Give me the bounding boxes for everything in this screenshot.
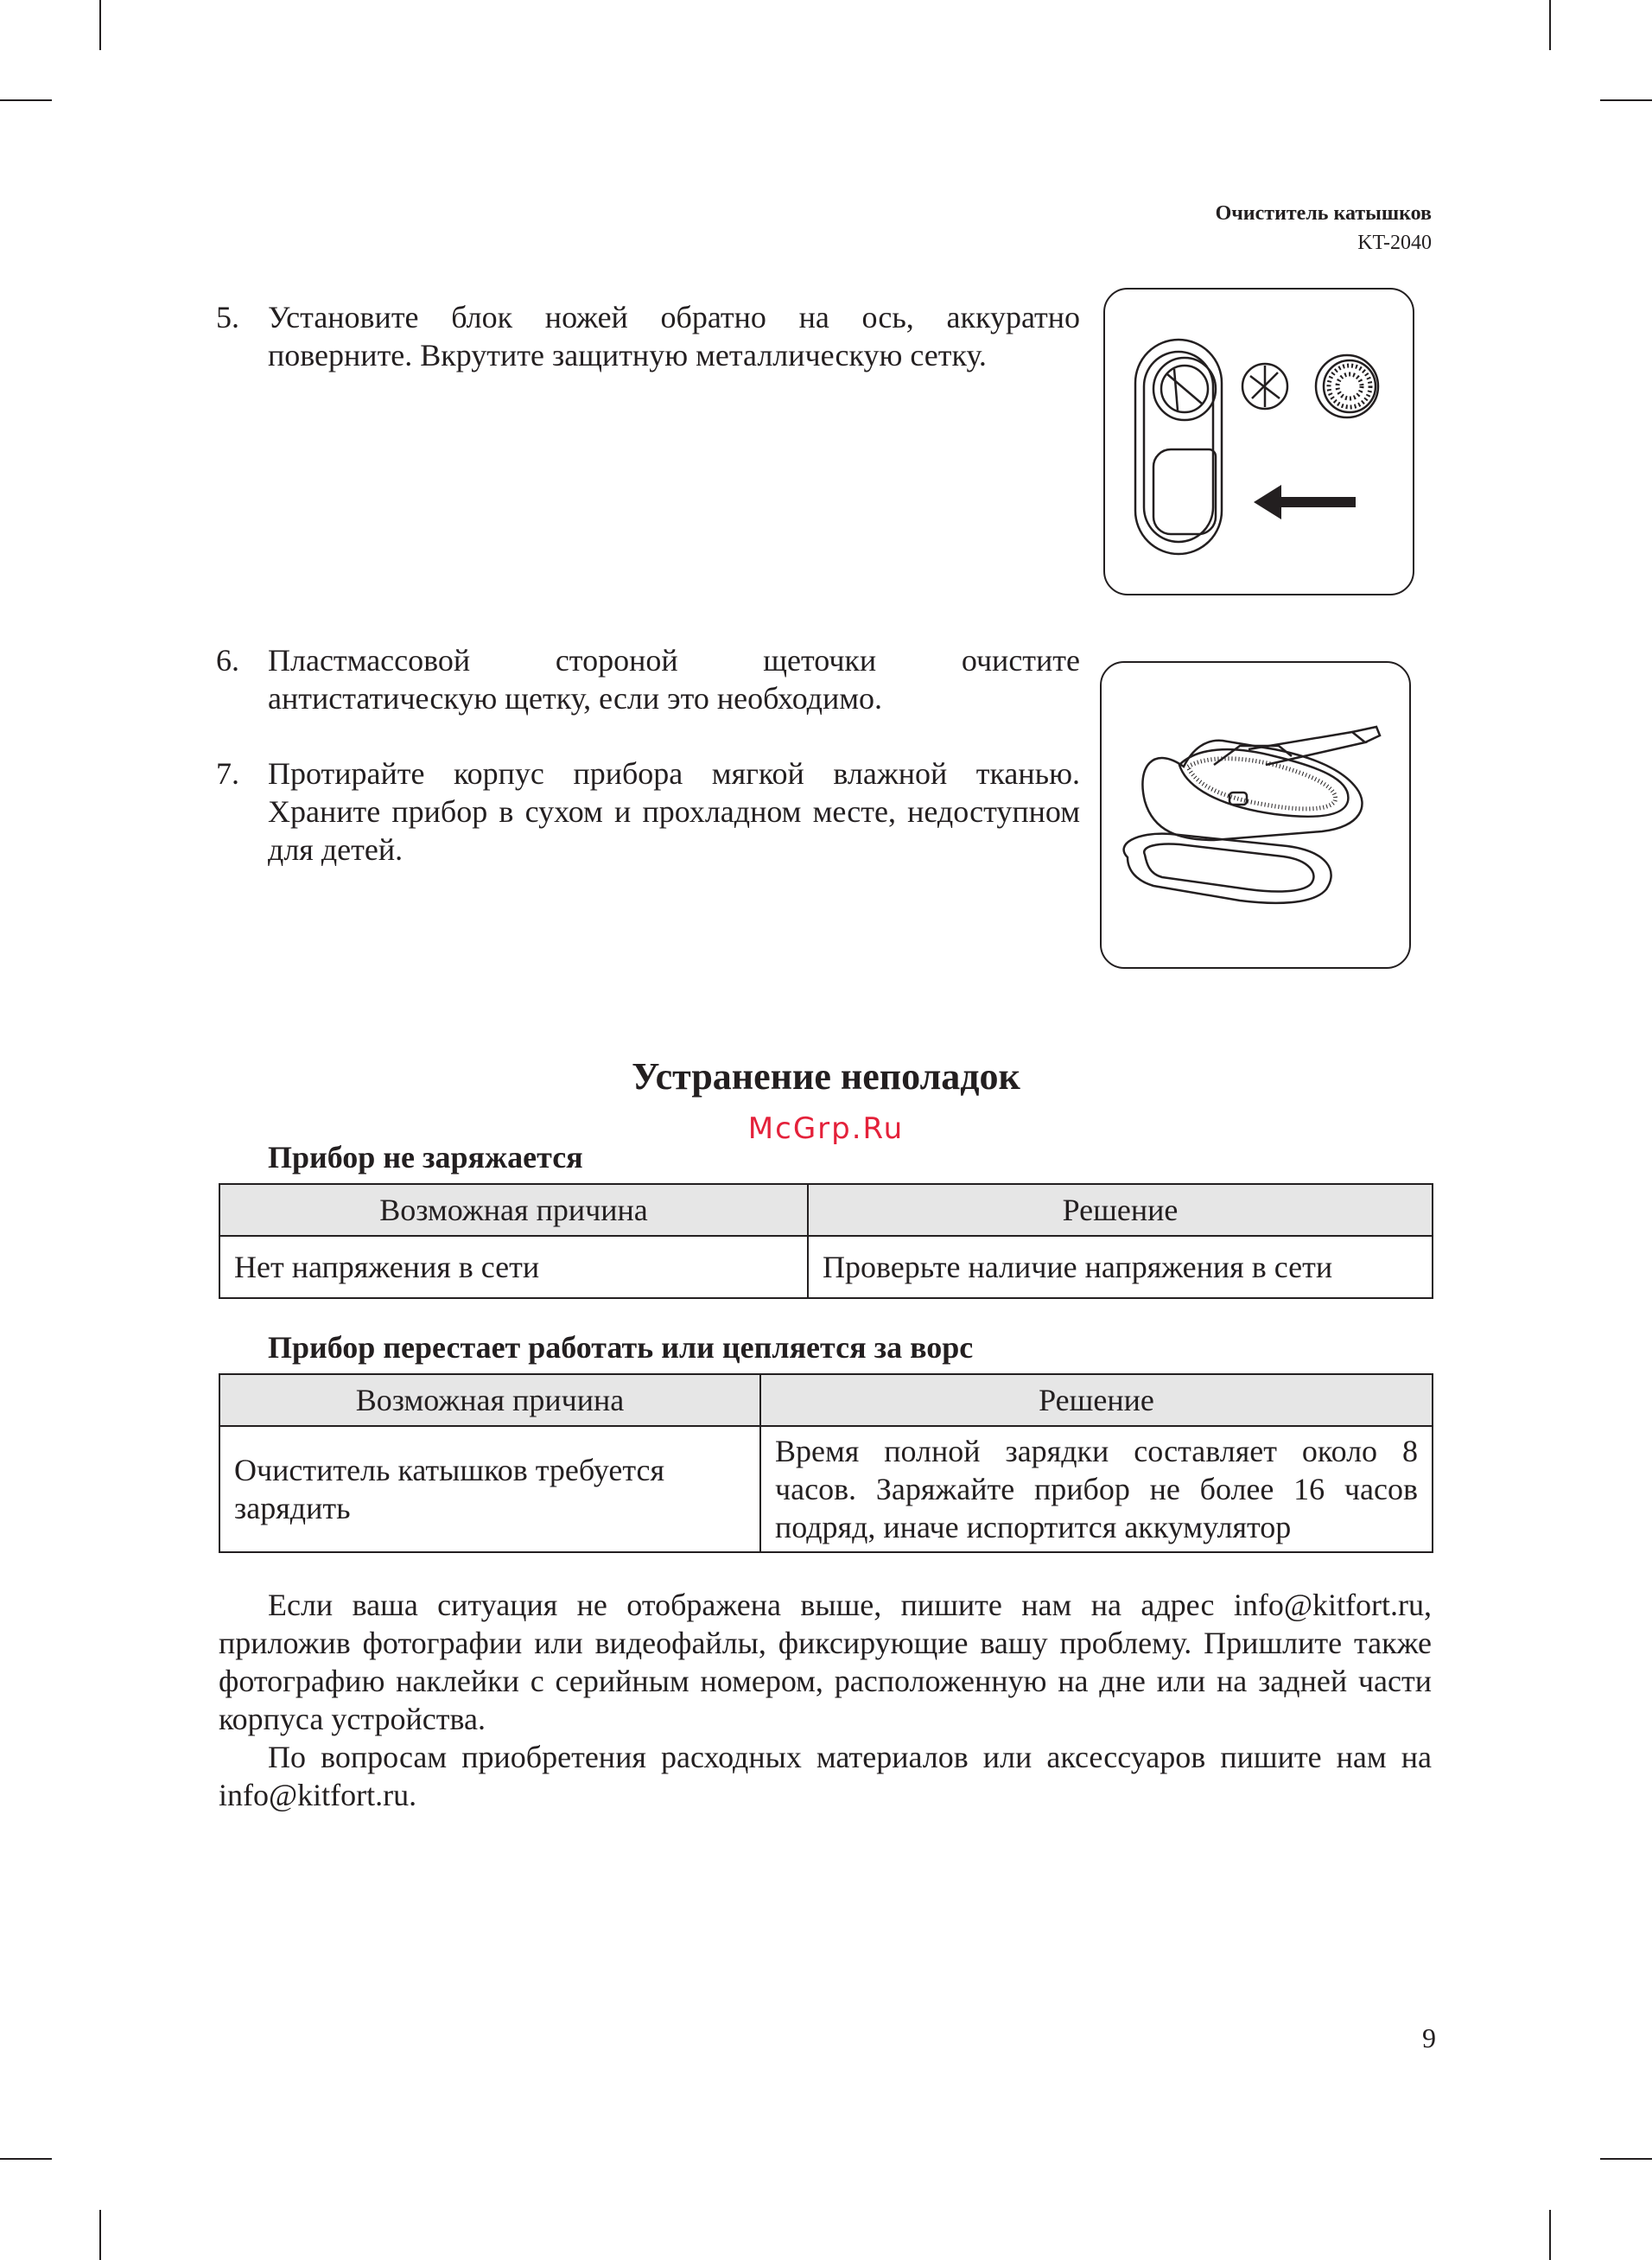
step-text: Пластмассовой стороной щеточки очистите антистатическую щетку, если это необходимо. xyxy=(268,643,1080,716)
blade-assembly-illustration xyxy=(1105,290,1413,594)
column-header-cause: Возможная причина xyxy=(219,1374,760,1426)
cleaning-brush-illustration xyxy=(1102,663,1409,967)
section-title: Устранение неполадок xyxy=(632,1055,1020,1098)
problem-1-title: Прибор не заряжается xyxy=(268,1140,583,1175)
header-product: Очиститель катышков xyxy=(1215,202,1432,225)
step-6 xyxy=(216,641,1080,717)
crop-mark xyxy=(1600,99,1652,101)
running-header xyxy=(1216,199,1432,258)
column-header-solution: Решение xyxy=(808,1184,1433,1236)
solution-cell: Время полной зарядки составляет около 8 часов. Заряжайте прибор не более 16 часов подряд, иначе испортится аккумулятор xyxy=(760,1426,1433,1552)
step-text: Протирайте корпус прибора мягкой влажной тканью. Храните прибор в сухом и прохладном месте, недоступном для детей. xyxy=(268,756,1080,867)
solution-cell: Проверьте наличие напряжения в сети xyxy=(808,1236,1433,1298)
table-header-row xyxy=(219,1184,1433,1236)
watermark-text: McGrp.Ru xyxy=(747,1111,905,1146)
figure-cleaning-brush xyxy=(1100,661,1411,969)
problem-2-title: Прибор перестает работать или цепляется за ворс xyxy=(268,1330,974,1365)
table-row xyxy=(219,1236,1433,1298)
contact-paragraph: По вопросам приобретения расходных материалов или аксессуаров пишите нам на info@kitfort.ru. xyxy=(219,1740,1432,1812)
contact-text xyxy=(219,1586,1432,1814)
step-number: 5. xyxy=(216,300,239,334)
column-header-solution: Решение xyxy=(760,1374,1433,1426)
crop-mark xyxy=(99,0,101,50)
step-5 xyxy=(216,298,1080,374)
crop-mark xyxy=(1600,2158,1652,2160)
crop-mark xyxy=(1549,0,1551,50)
contact-paragraph: Если ваша ситуация не отображена выше, пишите нам на адрес info@kitfort.ru, приложив фотографии или видеофайлы, фиксирующие вашу проблему. Пришлите также фотографию наклейки с серийным номером, расположенную на дне или на задней части корпуса устройства. xyxy=(219,1588,1432,1736)
header-model: KT-2040 xyxy=(1357,232,1432,254)
column-header-cause: Возможная причина xyxy=(219,1184,808,1236)
problem-2-table xyxy=(219,1373,1433,1553)
table-row xyxy=(219,1426,1433,1552)
crop-mark xyxy=(99,2210,101,2260)
crop-mark xyxy=(0,99,52,101)
cause-cell: Очиститель катышков требуется зарядить xyxy=(219,1426,760,1552)
step-number: 6. xyxy=(216,643,239,678)
step-number: 7. xyxy=(216,756,239,791)
figure-blade-assembly xyxy=(1103,288,1414,595)
problem-1-table xyxy=(219,1183,1433,1299)
cause-cell: Нет напряжения в сети xyxy=(219,1236,808,1298)
step-text: Установите блок ножей обратно на ось, аккуратно поверните. Вкрутите защитную металлическую сетку. xyxy=(268,300,1080,372)
crop-mark xyxy=(0,2158,52,2160)
step-7 xyxy=(216,754,1080,869)
page-number: 9 xyxy=(1422,2022,1436,2053)
crop-mark xyxy=(1549,2210,1551,2260)
table-header-row xyxy=(219,1374,1433,1426)
